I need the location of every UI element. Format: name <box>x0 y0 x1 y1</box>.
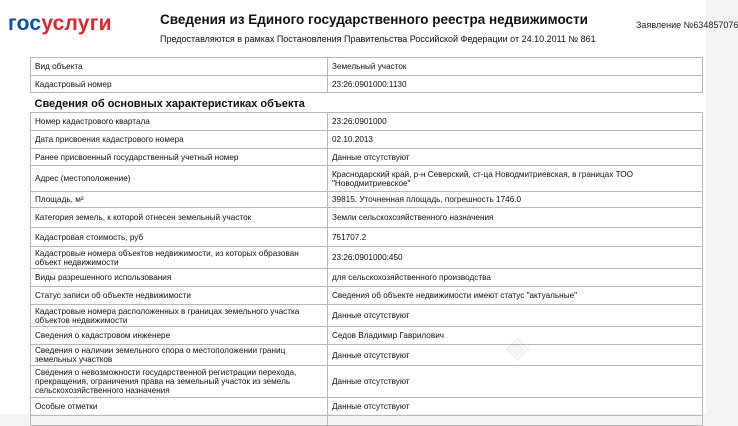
document-subtitle: Предоставляются в рамках Постановления Правительства Российской Федерации от 24.10.2011 № 861 <box>160 34 596 44</box>
table-row <box>31 269 703 287</box>
faint-watermark: ◈ <box>506 331 530 364</box>
table-row <box>31 192 703 208</box>
row-value: Седов Владимир Гаврилович <box>328 327 703 345</box>
table-row <box>31 58 703 76</box>
row-label: Категория земель, к которой отнесен земельный участок <box>31 208 328 228</box>
table-row <box>31 287 703 305</box>
logo-part-uslugi: услуги <box>41 12 112 35</box>
row-label-empty <box>31 416 328 426</box>
document-header <box>0 0 738 52</box>
gosuslugi-logo <box>8 12 112 36</box>
table-row <box>31 327 703 345</box>
table-row <box>31 398 703 416</box>
document-title: Сведения из Единого государственного реестра недвижимости <box>160 12 588 27</box>
egrn-table <box>30 57 703 426</box>
row-value: Земли сельскохозяйственного назначения <box>328 208 703 228</box>
row-label: Особые отметки <box>31 398 328 416</box>
row-label: Адрес (местоположение) <box>31 166 328 192</box>
row-value: Данные отсутствуют <box>328 398 703 416</box>
request-number: Заявление №634857076 <box>636 20 738 30</box>
row-value: Данные отсутствуют <box>328 149 703 166</box>
table-row <box>31 166 703 192</box>
row-value: 23:26:0901000 <box>328 113 703 131</box>
row-value: Данные отсутствуют <box>328 345 703 366</box>
row-label: Площадь, м² <box>31 192 328 208</box>
row-label: Номер кадастрового квартала <box>31 113 328 131</box>
row-label: Кадастровые номера объектов недвижимости, из которых образован объект недвижимости <box>31 247 328 269</box>
table-row <box>31 247 703 269</box>
table-row <box>31 76 703 93</box>
row-label: Статус записи об объекте недвижимости <box>31 287 328 305</box>
row-value: 23:26:0901000:450 <box>328 247 703 269</box>
row-label: Дата присвоения кадастрового номера <box>31 131 328 149</box>
table-row <box>31 208 703 228</box>
row-value: Сведения об объекте недвижимости имеют статус "актуальные" <box>328 287 703 305</box>
logo-part-gos: гос <box>8 12 42 35</box>
table-row <box>31 345 703 366</box>
row-value-empty <box>328 416 703 426</box>
row-label: Сведения о невозможности государственной регистрации перехода, прекращения, ограничения права на земельный участок из земель сельскохозяйственного назначения <box>31 366 328 398</box>
section-header-row <box>31 93 703 113</box>
row-value: Земельный участок <box>328 58 703 76</box>
table-row-cut <box>31 416 703 426</box>
row-label: Сведения о наличии земельного спора о местоположении границ земельных участков <box>31 345 328 366</box>
row-label: Кадастровые номера расположенных в границах земельного участка объектов недвижимости <box>31 305 328 327</box>
row-value: 02.10.2013 <box>328 131 703 149</box>
row-value: Данные отсутствуют <box>328 305 703 327</box>
row-label: Сведения о кадастровом инженере <box>31 327 328 345</box>
row-value: 751707.2 <box>328 228 703 247</box>
row-value: 23:26:0901000:1130 <box>328 76 703 93</box>
row-label: Кадастровая стоимость, руб <box>31 228 328 247</box>
row-label: Кадастровый номер <box>31 76 328 93</box>
table-row <box>31 366 703 398</box>
table-row <box>31 149 703 166</box>
row-value: 39815. Уточненная площадь, погрешность 1746.0 <box>328 192 703 208</box>
table-row <box>31 305 703 327</box>
row-value: Данные отсутствуют <box>328 366 703 398</box>
row-label: Ранее присвоенный государственный учетный номер <box>31 149 328 166</box>
row-label: Вид объекта <box>31 58 328 76</box>
table-row <box>31 113 703 131</box>
table-row <box>31 228 703 247</box>
row-value: для сельскохозяйственного производства <box>328 269 703 287</box>
table-row <box>31 131 703 149</box>
row-value: Краснодарский край, р-н Северский, ст-ца Новодмитриевская, в границах ТОО "Новодмитриевское" <box>328 166 703 192</box>
section-title: Сведения об основных характеристиках объекта <box>34 97 305 110</box>
row-label: Виды разрешенного использования <box>31 269 328 287</box>
